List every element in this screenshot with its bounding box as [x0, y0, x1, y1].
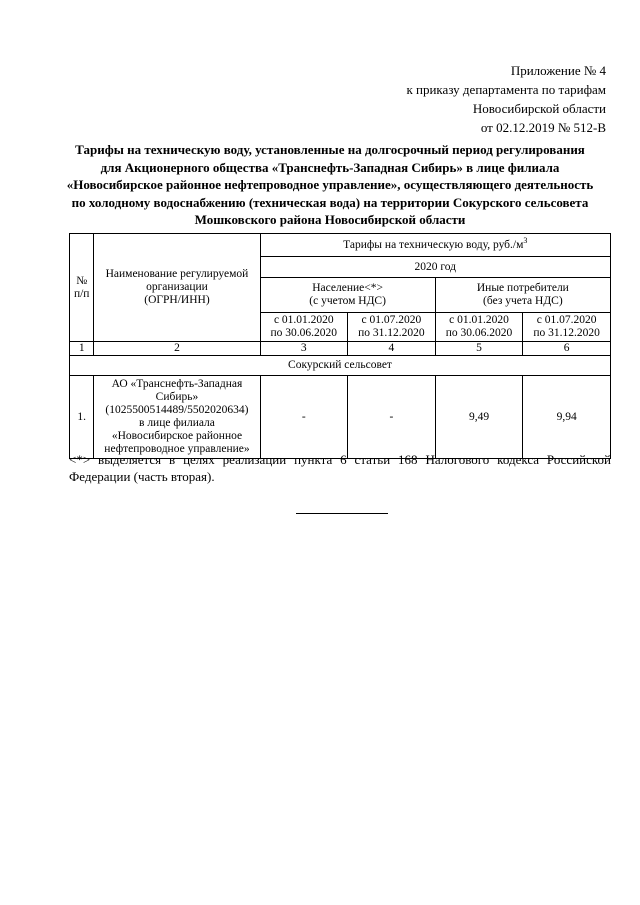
column-header-year: 2020 год	[260, 257, 611, 278]
title-line: «Новосибирское районное нефтепроводное управление», осуществляющего деятельность	[66, 177, 594, 192]
title-line: Тарифы на техническую воду, установленные на долгосрочный период регулирования	[75, 142, 585, 157]
unit-superscript: 3	[523, 235, 528, 245]
column-index-row	[70, 342, 611, 356]
column-index: 5	[435, 342, 523, 356]
column-index: 1	[70, 342, 94, 356]
organization-cell: АО «Транснефть-Западная Сибирь» (1025500514489/5502020634) в лице филиала «Новосибирское районное нефтепроводное управление»	[94, 376, 260, 459]
title-line: для Акционерного общества «Транснефть-Западная Сибирь» в лице филиала	[100, 159, 560, 175]
header-order-reference: к приказу департамента по тарифам	[406, 82, 606, 97]
tariffs-table	[69, 233, 611, 459]
period-header: с 01.07.2020 по 31.12.2020	[348, 313, 436, 342]
column-header-organization: Наименование регулируемой организации (ОГРН/ИНН)	[94, 234, 260, 342]
document-title	[60, 141, 600, 229]
tariff-value: -	[348, 376, 436, 459]
column-header-other-consumers: Иные потребители (без учета НДС)	[435, 278, 610, 313]
column-index: 3	[260, 342, 348, 356]
period-header: с 01.01.2020 по 30.06.2020	[435, 313, 523, 342]
tariff-value: 9,49	[435, 376, 523, 459]
tariff-value: 9,94	[523, 376, 611, 459]
column-index: 2	[94, 342, 260, 356]
title-line: Мошковского района Новосибирской области	[194, 212, 466, 227]
column-header-population: Население<*> (с учетом НДС)	[260, 278, 435, 313]
column-index: 6	[523, 342, 611, 356]
header-appendix-number: Приложение № 4	[510, 63, 606, 78]
column-header-tariffs: Тарифы на техническую воду, $руб./м^3$	[260, 234, 611, 257]
footnote: <*> выделяется в целях реализации пункта 6 статьи 168 Налогового кодекса Российской Федерации (часть вторая).	[69, 452, 611, 484]
header-order-date: от 02.12.2019 № 512-В	[480, 120, 606, 135]
table-row	[70, 376, 611, 459]
column-index: 4	[348, 342, 436, 356]
row-number: 1.	[70, 376, 94, 459]
period-header: с 01.07.2020 по 31.12.2020	[523, 313, 611, 342]
header-region: Новосибирской области	[472, 101, 606, 116]
column-header-number: № п/п	[70, 234, 94, 342]
period-header: с 01.01.2020 по 30.06.2020	[260, 313, 348, 342]
closing-rule	[296, 513, 388, 514]
section-row: Сокурский сельсовет	[70, 356, 611, 376]
document-header	[406, 61, 606, 137]
title-line: по холодному водоснабжению (техническая вода) на территории Сокурского сельсовета	[71, 194, 589, 210]
tariff-value: -	[260, 376, 348, 459]
